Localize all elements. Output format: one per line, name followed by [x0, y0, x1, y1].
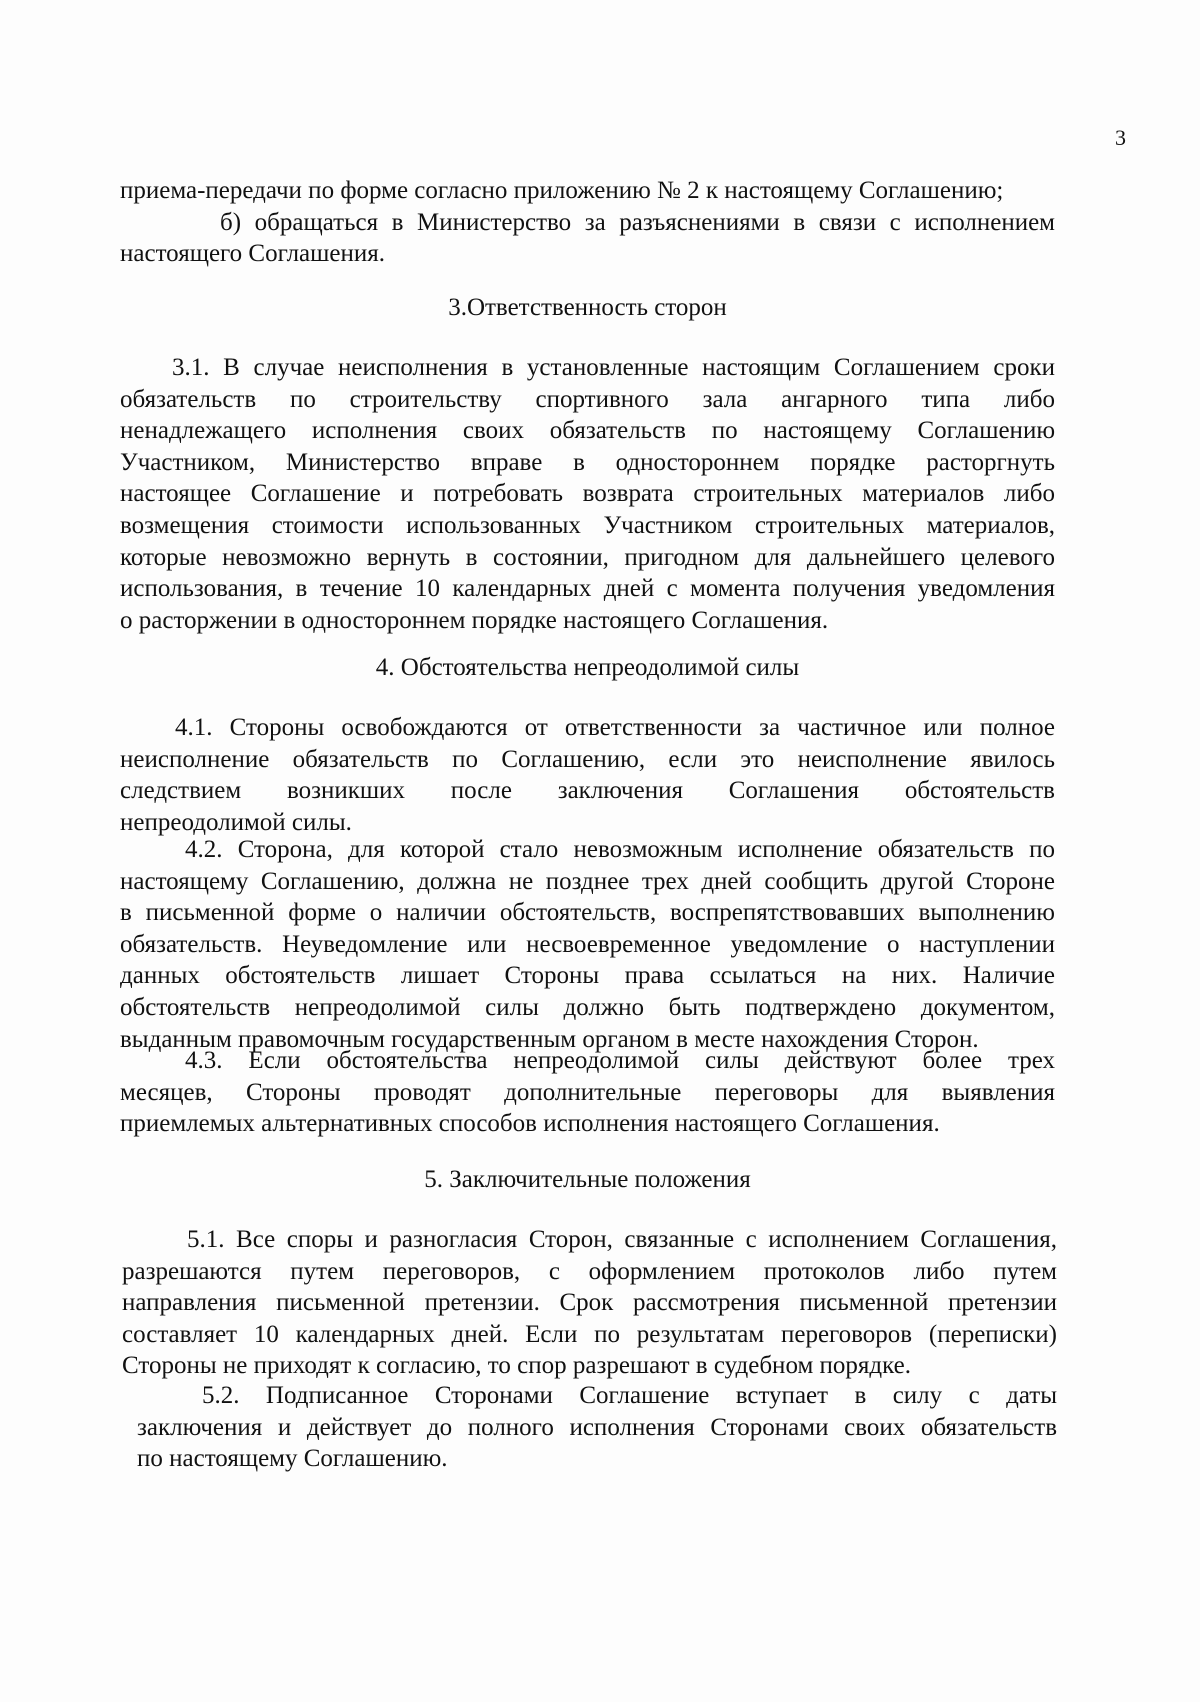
text-line: заключения и действует до полного исполнения Сторонами своих обязательств	[137, 1413, 1057, 1441]
paragraph-5-1	[122, 1224, 1057, 1382]
text-line: данных обстоятельств лишает Стороны права ссылаться на них. Наличие	[120, 962, 1055, 990]
text-line: использования, в течение 10 календарных дней с момента получения уведомления	[120, 575, 1055, 603]
text-line: неисполнение обязательств по Соглашению, если это неисполнение явилось	[120, 745, 1055, 773]
text-line: ненадлежащего исполнения своих обязательств по настоящему Соглашению	[120, 417, 1055, 445]
paragraph-4-3	[120, 1045, 1055, 1140]
text-line: 3.1. В случае неисполнения в установленные настоящим Соглашением сроки	[172, 354, 1055, 381]
text-line: выданным правомочным государственным органом в месте нахождения Сторон.	[120, 1025, 979, 1053]
section-heading-3: 3.Ответственность сторон	[448, 294, 727, 321]
text-line: настоящее Соглашение и потребовать возврата строительных материалов либо	[120, 480, 1055, 508]
paragraph-3-1	[120, 352, 1055, 636]
text-line: разрешаются путем переговоров, с оформлением протоколов либо путем	[122, 1257, 1057, 1285]
text-line: настоящему Соглашению, должна не позднее трех дней сообщить другой Стороне	[120, 867, 1055, 895]
text-line: настоящего Соглашения.	[120, 240, 386, 268]
text-line: приемлемых альтернативных способов исполнения настоящего Соглашения.	[120, 1110, 940, 1138]
text-line: направления письменной претензии. Срок рассмотрения письменной претензии	[122, 1289, 1057, 1317]
text-line: месяцев, Стороны проводят дополнительные переговоры для выявления	[120, 1078, 1055, 1106]
paragraph-4-2	[120, 834, 1055, 1055]
text-line: составляет 10 календарных дней. Если по результатам переговоров (переписки)	[122, 1320, 1057, 1348]
text-line: непреодолимой силы.	[120, 808, 352, 836]
text-line: 5.2. Подписанное Сторонами Соглашение вступает в силу с даты	[202, 1382, 1057, 1409]
text-line: 4.1. Стороны освобождаются от ответственности за частичное или полное	[175, 714, 1055, 741]
text-line: 4.2. Сторона, для которой стало невозможным исполнение обязательств по	[185, 836, 1055, 863]
text-line: следствием возникших после заключения Соглашения обстоятельств	[120, 777, 1055, 805]
text-line: Участником, Министерство вправе в одностороннем порядке расторгнуть	[120, 448, 1055, 476]
text-line: обязательств. Неуведомление или несвоевременное уведомление о наступлении	[120, 930, 1055, 958]
text-line: о расторжении в одностороннем порядке настоящего Соглашения.	[120, 606, 829, 634]
text-line: б) обращаться в Министерство за разъяснениями в связи с исполнением	[220, 208, 1055, 236]
section-heading-4: 4. Обстоятельства непреодолимой силы	[375, 654, 800, 681]
section-heading-5: 5. Заключительные положения	[424, 1166, 751, 1193]
text-line: обязательств по строительству спортивного зала ангарного типа либо	[120, 385, 1055, 413]
text-line: обстоятельств непреодолимой силы должно быть подтверждено документом,	[120, 993, 1055, 1021]
text-line: Стороны не приходят к согласию, то спор разрешают в судебном порядке.	[122, 1352, 912, 1380]
paragraph-5-2	[137, 1380, 1057, 1475]
text-line: по настоящему Соглашению.	[137, 1445, 448, 1473]
text-line: которые невозможно вернуть в состоянии, пригодном для дальнейшего целевого	[120, 543, 1055, 571]
page-number: 3	[1115, 125, 1126, 150]
intro-paragraph	[120, 175, 1055, 270]
text-line: 4.3. Если обстоятельства непреодолимой силы действуют более трех	[185, 1047, 1055, 1074]
text-line: в письменной форме о наличии обстоятельств, воспрепятствовавших выполнению	[120, 899, 1055, 927]
text-line: приема-передачи по форме согласно приложению № 2 к настоящему Соглашению;	[120, 177, 1004, 204]
text-line: 5.1. Все споры и разногласия Сторон, связанные с исполнением Соглашения,	[187, 1226, 1057, 1253]
text-line: возмещения стоимости использованных Участником строительных материалов,	[120, 511, 1055, 539]
paragraph-4-1	[120, 712, 1055, 838]
